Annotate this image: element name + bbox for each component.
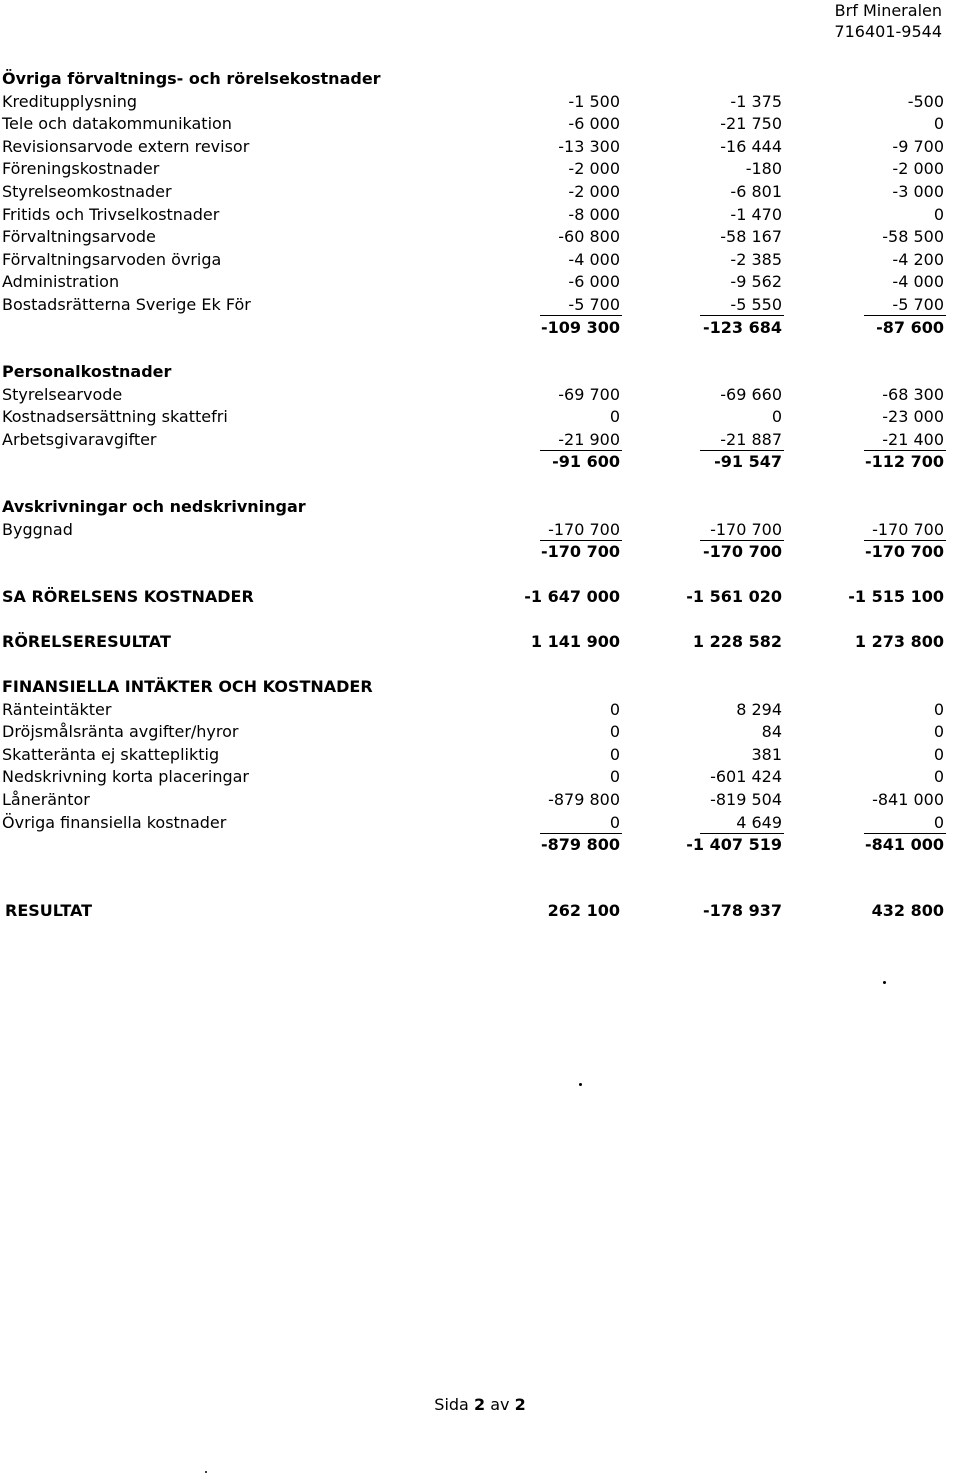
row-label: Arbetsgivaravgifter — [2, 429, 157, 449]
row-label: Dröjsmålsränta avgifter/hyror — [2, 722, 239, 742]
section-title: FINANSIELLA INTÄKTER OCH KOSTNADER — [2, 677, 373, 696]
value-col3: 0 — [933, 812, 944, 832]
total-col3: -841 000 — [864, 835, 944, 855]
scan-speck — [579, 1083, 582, 1086]
footer-separator: av — [490, 1395, 510, 1414]
value-col3: 1 273 800 — [854, 632, 944, 651]
value-col2: -2 385 — [730, 249, 782, 269]
total-col3: -87 600 — [876, 317, 944, 337]
value-col1: 0 — [609, 744, 620, 764]
value-col3: -2 000 — [892, 159, 944, 179]
page-footer — [0, 1395, 960, 1414]
row-label: Ränteintäkter — [2, 699, 112, 719]
value-col1: -5 700 — [568, 294, 620, 314]
section-heading — [0, 496, 960, 519]
value-col1: -4 000 — [568, 249, 620, 269]
value-col1: -170 700 — [548, 519, 620, 539]
row-label: Kostnadsersättning skattefri — [2, 407, 228, 427]
value-col1: 0 — [609, 722, 620, 742]
section-total-row — [0, 317, 960, 340]
value-col2: 8 294 — [736, 699, 782, 719]
value-col1: -2 000 — [568, 159, 620, 179]
scan-speck — [205, 1471, 207, 1473]
value-col2: 4 649 — [736, 812, 782, 832]
value-col3: -4 200 — [892, 249, 944, 269]
section-personal — [0, 361, 960, 474]
section-total-row — [0, 834, 960, 857]
footer-prefix: Sida — [434, 1395, 469, 1414]
footer-page-total: 2 — [514, 1395, 526, 1414]
value-col2: -1 470 — [730, 204, 782, 224]
value-col2: -21 887 — [720, 429, 782, 449]
value-col2: -6 801 — [730, 181, 782, 201]
section-total-row — [0, 541, 960, 564]
table-row — [0, 766, 960, 789]
value-col2: -178 937 — [702, 901, 782, 920]
value-col3: 0 — [933, 722, 944, 742]
value-col1: 262 100 — [547, 901, 620, 920]
section-finansiella — [0, 676, 960, 857]
table-row — [0, 429, 960, 452]
value-col1: -2 000 — [568, 181, 620, 201]
value-col3: 0 — [933, 114, 944, 134]
summary-label: SA RÖRELSENS KOSTNADER — [2, 587, 254, 606]
footer-page-number: 2 — [473, 1395, 486, 1414]
row-label: Revisionsarvode extern revisor — [2, 136, 250, 156]
value-col2: -21 750 — [720, 114, 782, 134]
value-col3: 0 — [933, 744, 944, 764]
value-col2: -1 561 020 — [686, 587, 782, 606]
section-heading — [0, 68, 960, 91]
summary-label: RESULTAT — [5, 901, 93, 920]
total-col3: -170 700 — [864, 542, 944, 562]
value-col3: -5 700 — [892, 294, 944, 314]
value-col3: -58 500 — [882, 227, 944, 247]
section-avskrivningar — [0, 496, 960, 564]
value-col2: 0 — [771, 407, 782, 427]
value-col1: 0 — [609, 407, 620, 427]
total-col2: -1 407 519 — [686, 835, 782, 855]
section-title: Övriga förvaltnings- och rörelsekostnader — [2, 69, 381, 88]
table-row — [0, 384, 960, 407]
total-col3: -112 700 — [864, 452, 944, 472]
value-col3: -9 700 — [892, 136, 944, 156]
table-row — [0, 271, 960, 294]
value-col2: 84 — [761, 722, 782, 742]
value-col1: -6 000 — [568, 114, 620, 134]
table-row — [0, 249, 960, 272]
value-col2: -69 660 — [720, 384, 782, 404]
operating-costs-summary — [0, 586, 960, 609]
row-label: Föreningskostnader — [2, 159, 160, 179]
table-row — [0, 294, 960, 317]
value-col2: -9 562 — [730, 272, 782, 292]
result-summary — [0, 900, 960, 923]
value-col3: -23 000 — [882, 407, 944, 427]
table-row — [0, 136, 960, 159]
value-col1: -13 300 — [558, 136, 620, 156]
value-col3: 0 — [933, 204, 944, 224]
table-row — [0, 406, 960, 429]
row-label: Låneräntor — [2, 789, 90, 809]
value-col3: -3 000 — [892, 181, 944, 201]
row-label: Styrelseomkostnader — [2, 181, 172, 201]
value-col3: -68 300 — [882, 384, 944, 404]
table-row — [0, 91, 960, 114]
value-col1: -6 000 — [568, 272, 620, 292]
total-col1: -170 700 — [540, 542, 620, 562]
row-label: Skatteränta ej skattepliktig — [2, 744, 220, 764]
value-col1: -21 900 — [558, 429, 620, 449]
section-total-row — [0, 451, 960, 474]
value-col1: -8 000 — [568, 204, 620, 224]
row-label: Förvaltningsarvoden övriga — [2, 249, 222, 269]
row-label: Förvaltningsarvode — [2, 227, 156, 247]
value-col1: 1 141 900 — [530, 632, 620, 651]
table-row — [0, 226, 960, 249]
row-label: Styrelsearvode — [2, 384, 123, 404]
row-label: Fritids och Trivselkostnader — [2, 204, 220, 224]
section-heading — [0, 361, 960, 384]
value-col1: 0 — [609, 699, 620, 719]
value-col2: -16 444 — [720, 136, 782, 156]
value-col2: 381 — [751, 744, 782, 764]
value-col1: -60 800 — [558, 227, 620, 247]
value-col3: -1 515 100 — [848, 587, 944, 606]
table-row — [0, 158, 960, 181]
row-label: Administration — [2, 272, 120, 292]
table-row — [0, 721, 960, 744]
table-row — [0, 699, 960, 722]
value-col2: -819 504 — [710, 789, 782, 809]
org-name: Brf Mineralen — [834, 1, 942, 20]
table-row — [0, 113, 960, 136]
value-col1: -1 647 000 — [524, 587, 620, 606]
table-row — [0, 519, 960, 542]
value-col3: -500 — [907, 91, 944, 111]
row-label: Byggnad — [2, 519, 73, 539]
value-col3: -4 000 — [892, 272, 944, 292]
section-ovriga — [0, 68, 960, 339]
value-col2: -180 — [745, 159, 782, 179]
value-col3: -21 400 — [882, 429, 944, 449]
operating-result-summary — [0, 631, 960, 654]
org-number: 716401-9544 — [834, 22, 942, 41]
value-col2: 1 228 582 — [692, 632, 782, 651]
scan-speck — [883, 981, 886, 984]
value-col2: -58 167 — [720, 227, 782, 247]
value-col3: -841 000 — [872, 789, 944, 809]
summary-row — [0, 900, 960, 923]
value-col1: -1 500 — [568, 91, 620, 111]
row-label: Övriga finansiella kostnader — [2, 812, 227, 832]
total-col1: -109 300 — [540, 317, 620, 337]
row-label: Bostadsrätterna Sverige Ek För — [2, 294, 251, 314]
section-heading — [0, 676, 960, 699]
total-col1: -91 600 — [552, 452, 620, 472]
value-col2: -601 424 — [710, 767, 782, 787]
organization-header — [834, 0, 942, 42]
row-label: Kreditupplysning — [2, 91, 138, 111]
table-row — [0, 812, 960, 835]
table-row — [0, 744, 960, 767]
value-col3: 0 — [933, 699, 944, 719]
table-row — [0, 181, 960, 204]
value-col3: 432 800 — [871, 901, 944, 920]
value-col3: -170 700 — [872, 519, 944, 539]
row-label: Tele och datakommunikation — [2, 114, 232, 134]
section-title: Personalkostnader — [2, 362, 172, 381]
total-col2: -91 547 — [714, 452, 782, 472]
section-title: Avskrivningar och nedskrivningar — [2, 497, 306, 516]
total-col2: -123 684 — [702, 317, 782, 337]
value-col1: -69 700 — [558, 384, 620, 404]
total-col2: -170 700 — [702, 542, 782, 562]
summary-row — [0, 631, 960, 654]
value-col1: 0 — [609, 812, 620, 832]
value-col3: 0 — [933, 767, 944, 787]
summary-row — [0, 586, 960, 609]
total-col1: -879 800 — [540, 835, 620, 855]
table-row — [0, 789, 960, 812]
value-col2: -5 550 — [730, 294, 782, 314]
value-col2: -1 375 — [730, 91, 782, 111]
value-col1: 0 — [609, 767, 620, 787]
row-label: Nedskrivning korta placeringar — [2, 767, 250, 787]
summary-label: RÖRELSERESULTAT — [2, 632, 171, 651]
table-row — [0, 204, 960, 227]
value-col2: -170 700 — [710, 519, 782, 539]
value-col1: -879 800 — [548, 789, 620, 809]
